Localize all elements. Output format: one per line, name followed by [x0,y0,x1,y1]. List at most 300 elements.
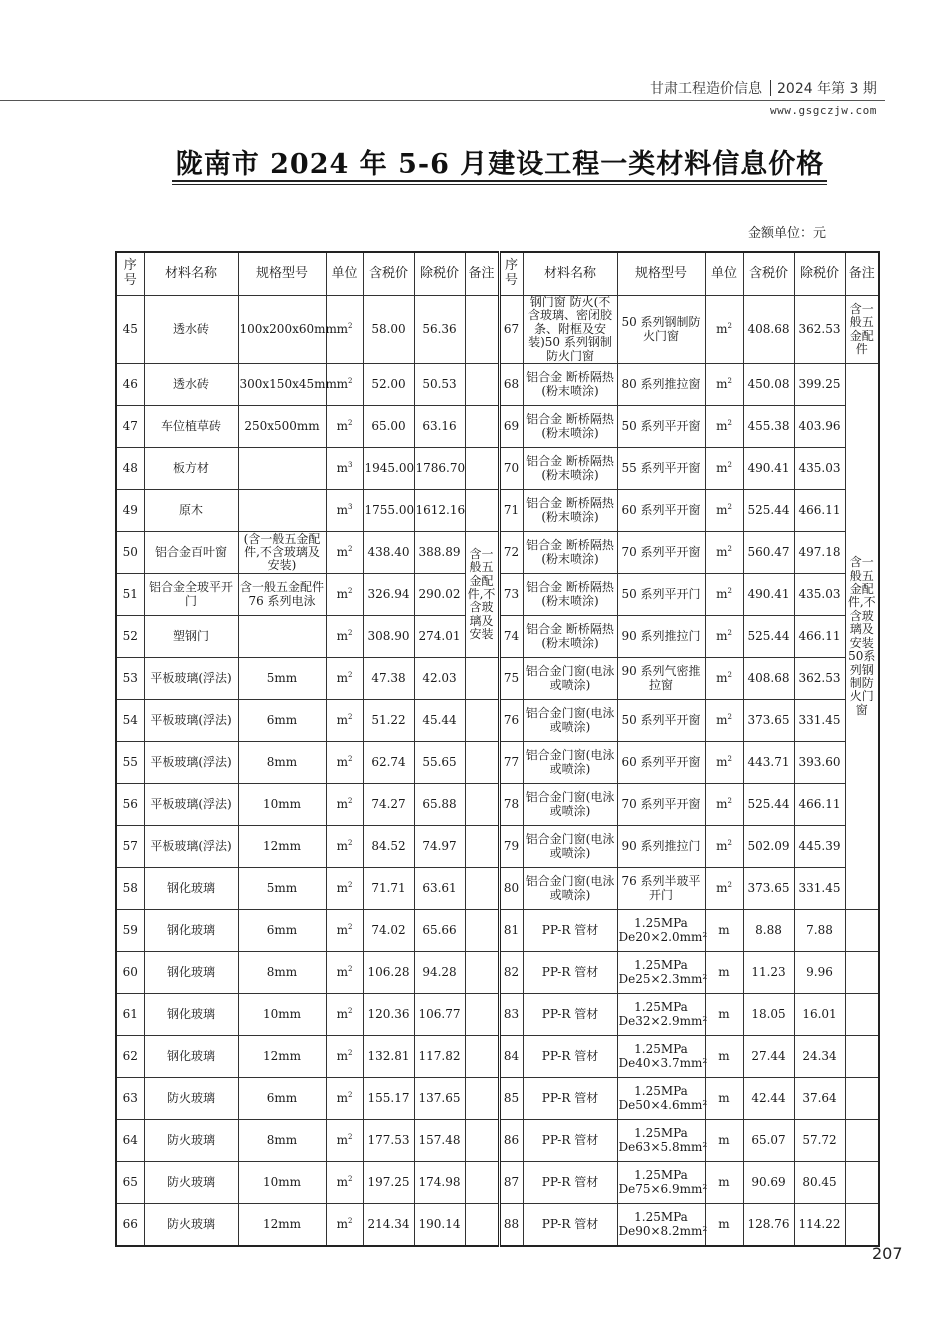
col-header-tax-price: 含税价 [363,252,414,296]
unit-exponent: 2 [727,796,732,805]
row-no: 84 [499,1036,523,1078]
unit-exponent: 2 [727,544,732,553]
unit-text: m [716,502,728,517]
spec-text: 1.25MPa [634,1210,688,1225]
remark [465,868,499,910]
material-name: 钢化玻璃 [144,868,238,910]
notax-price: 466.11 [794,616,845,658]
unit [326,574,363,616]
unit-exponent: 2 [347,964,353,973]
spec [617,658,705,700]
row-no: 53 [116,658,144,700]
spec [617,574,705,616]
spec: (含一般五金配件,不含玻璃及安装) [238,532,326,574]
remark [465,910,499,952]
notax-price: 466.11 [794,784,845,826]
unit-text: m [336,628,348,643]
spec [617,364,705,406]
table-row [116,296,879,364]
unit-exponent: 2 [347,628,353,637]
material-name: PP-R 管材 [523,1204,617,1247]
unit-exponent: 2 [727,712,732,721]
material-name: 钢门窗 防火(不含玻璃、密闭胶条、附框及安装)50 系列钢制防火门窗 [523,296,617,364]
notax-price: 65.88 [414,784,465,826]
spec-dimension: De40×3.7mm² [618,1055,708,1070]
spec [617,532,705,574]
tax-price: 120.36 [363,994,414,1036]
material-name: 铝合金 断桥隔热(粉末喷涂) [523,364,617,406]
unit-text: m [718,1174,730,1189]
unit-exponent: 2 [727,880,732,889]
unit [326,1162,363,1204]
unit-text: m [716,586,728,601]
material-name: 铝合金 断桥隔热(粉末喷涂) [523,490,617,532]
material-name: 车位植草砖 [144,406,238,448]
material-name: 平板玻璃(浮法) [144,658,238,700]
notax-price: 174.98 [414,1162,465,1204]
col-header-no: 序号 [116,252,144,296]
unit [326,532,363,574]
spec: 含一般五金配件 76 系列电泳 [238,574,326,616]
spec [617,994,708,1036]
spec-text: 1.25MPa [634,1000,688,1015]
table-row [116,1036,879,1078]
unit [326,1204,363,1247]
col-header-notax-price: 除税价 [414,252,465,296]
row-no: 86 [499,1120,523,1162]
unit [705,1204,743,1247]
spec-text: 60 系列平开窗 [621,502,701,517]
col-header-remark: 备注 [465,252,499,296]
remark [845,1162,879,1204]
remark [465,1078,499,1120]
unit-text: m [716,628,728,643]
material-name: 防火玻璃 [144,1078,238,1120]
tax-price: 47.38 [363,658,414,700]
row-no: 87 [499,1162,523,1204]
spec-text: 50 系列平开门 [621,586,701,601]
spec-dimension: De20×2.0mm² [618,929,708,944]
notax-price: 1612.16 [414,490,465,532]
unit-text: m [716,754,728,769]
remark [845,1078,879,1120]
row-no: 74 [499,616,523,658]
unit-text: m [716,880,728,895]
row-no: 65 [116,1162,144,1204]
unit [326,1078,363,1120]
unit-text: m [718,1132,730,1147]
tax-price: 51.22 [363,700,414,742]
title-underline [172,180,827,182]
table-row [116,826,879,868]
col-header-no-right: 序号 [499,252,523,296]
material-name: 铝合金门窗(电泳或喷涂) [523,868,617,910]
table-row [116,658,879,700]
tax-price: 450.08 [743,364,794,406]
material-name: PP-R 管材 [523,910,617,952]
material-name: PP-R 管材 [523,952,617,994]
remark [465,448,499,490]
notax-price: 9.96 [794,952,845,994]
material-name: 铝合金 断桥隔热(粉末喷涂) [523,574,617,616]
unit [705,868,743,910]
row-no: 76 [499,700,523,742]
tax-price: 490.41 [743,574,794,616]
spec [617,616,705,658]
unit [705,826,743,868]
tax-price: 1755.00 [363,490,414,532]
notax-price: 37.64 [794,1078,845,1120]
table-row [116,1120,879,1162]
spec-text: 1.25MPa [634,1168,688,1183]
spec-text: 1.25MPa [634,916,688,931]
row-no: 49 [116,490,144,532]
unit-text: m [336,838,348,853]
unit-text: m [336,754,348,769]
notax-price: 331.45 [794,868,845,910]
material-name: 铝合金 断桥隔热(粉末喷涂) [523,448,617,490]
unit [326,910,363,952]
unit [326,742,363,784]
unit-text: m [718,922,730,937]
row-no: 83 [499,994,523,1036]
material-name: 平板玻璃(浮法) [144,700,238,742]
spec: 12mm [238,826,326,868]
remark: 含一般五金配件 [845,296,879,364]
unit [326,616,363,658]
unit-text: m [718,1048,730,1063]
unit [705,994,743,1036]
table-row [116,784,879,826]
spec: 12mm [238,1036,326,1078]
unit-exponent: 2 [347,754,353,763]
remark-merged: 含一般五金配件,不含玻璃及安装 [465,532,499,658]
tax-price: 214.34 [363,1204,414,1247]
journal-issue: 2024 年第 3 期 [777,81,877,97]
unit [705,490,743,532]
material-name: 铝合金门窗(电泳或喷涂) [523,742,617,784]
remark [465,700,499,742]
row-no: 81 [499,910,523,952]
unit-exponent: 2 [727,460,732,469]
notax-price: 57.72 [794,1120,845,1162]
table-row [116,1204,879,1247]
unit-exponent: 2 [727,838,732,847]
journal-url: www.gsgczjw.com [770,104,877,117]
material-name: 钢化玻璃 [144,994,238,1036]
material-name: 防火玻璃 [144,1120,238,1162]
table-row [116,952,879,994]
unit-exponent: 2 [347,1132,353,1141]
tax-price: 65.07 [743,1120,794,1162]
notax-price: 362.53 [794,296,845,364]
spec [617,1078,708,1120]
spec-text: 1.25MPa [634,1084,688,1099]
unit-exponent: 2 [347,670,353,679]
row-no: 70 [499,448,523,490]
tax-price: 326.94 [363,574,414,616]
spec [617,1036,708,1078]
tax-price: 455.38 [743,406,794,448]
tax-price: 74.02 [363,910,414,952]
col-header-notax-price-right: 除税价 [794,252,845,296]
unit-text: m [716,670,728,685]
material-name: 透水砖 [144,364,238,406]
notax-price: 435.03 [794,448,845,490]
unit-exponent: 2 [347,880,353,889]
header-divider [770,80,771,96]
row-no: 75 [499,658,523,700]
currency-unit-note: 金额单位：元 [748,226,827,241]
material-name: PP-R 管材 [523,1162,617,1204]
page-number: 207 [872,1244,903,1263]
table-row [116,700,879,742]
spec [617,1120,708,1162]
remark [465,826,499,868]
tax-price: 408.68 [743,658,794,700]
spec [617,1204,708,1247]
row-no: 66 [116,1204,144,1247]
material-name: 铝合金百叶窗 [144,532,238,574]
col-header-tax-price-right: 含税价 [743,252,794,296]
notax-price: 65.66 [414,910,465,952]
notax-price: 117.82 [414,1036,465,1078]
row-no: 69 [499,406,523,448]
tax-price: 443.71 [743,742,794,784]
unit-exponent: 2 [347,1006,353,1015]
notax-price: 435.03 [794,574,845,616]
unit-text: m [336,502,348,517]
spec [617,742,705,784]
material-name: 铝合金 断桥隔热(粉末喷涂) [523,406,617,448]
spec [617,826,705,868]
remark [465,1162,499,1204]
row-no: 46 [116,364,144,406]
tax-price: 132.81 [363,1036,414,1078]
unit-exponent: 2 [727,586,732,595]
unit-text: m [336,1048,348,1063]
unit [705,658,743,700]
unit-exponent: 2 [347,1048,353,1057]
tax-price: 1945.00 [363,448,414,490]
unit [705,448,743,490]
unit-text: m [716,796,728,811]
spec: 100x200x60mm [238,296,326,364]
spec [617,952,708,994]
spec-text: 55 系列平开窗 [621,460,701,475]
notax-price: 497.18 [794,532,845,574]
tax-price: 65.00 [363,406,414,448]
unit [705,1162,743,1204]
tax-price: 502.09 [743,826,794,868]
spec-text: 1.25MPa [634,1042,688,1057]
unit [705,910,743,952]
material-name: 平板玻璃(浮法) [144,742,238,784]
row-no: 56 [116,784,144,826]
row-no: 80 [499,868,523,910]
notax-price: 137.65 [414,1078,465,1120]
material-name: 钢化玻璃 [144,952,238,994]
notax-price: 63.16 [414,406,465,448]
tax-price: 42.44 [743,1078,794,1120]
tax-price: 62.74 [363,742,414,784]
tax-price: 408.68 [743,296,794,364]
row-no: 79 [499,826,523,868]
remark [465,994,499,1036]
unit-exponent: 2 [727,754,732,763]
unit-text: m [336,321,348,336]
material-name: 铝合金全玻平开门 [144,574,238,616]
tax-price: 84.52 [363,826,414,868]
row-no: 63 [116,1078,144,1120]
spec-text: 70 系列平开窗 [621,544,701,559]
notax-price: 24.34 [794,1036,845,1078]
row-no: 68 [499,364,523,406]
spec-text: 60 系列平开窗 [621,754,701,769]
spec: 8mm [238,1120,326,1162]
tax-price: 27.44 [743,1036,794,1078]
tax-price: 197.25 [363,1162,414,1204]
tax-price: 11.23 [743,952,794,994]
spec: 10mm [238,784,326,826]
row-no: 51 [116,574,144,616]
notax-price: 393.60 [794,742,845,784]
tax-price: 525.44 [743,490,794,532]
tax-price: 58.00 [363,296,414,364]
spec-dimension: De50×4.6mm² [618,1097,708,1112]
unit [705,1078,743,1120]
table-row [116,868,879,910]
unit [326,1120,363,1162]
unit-text: m [718,964,730,979]
remark [845,910,879,952]
notax-price: 7.88 [794,910,845,952]
spec [617,490,705,532]
notax-price: 331.45 [794,700,845,742]
spec-text: 70 系列平开窗 [621,796,701,811]
unit [705,1036,743,1078]
unit [705,364,743,406]
col-header-spec: 规格型号 [238,252,326,296]
spec [617,868,705,910]
remark [465,406,499,448]
spec: 5mm [238,868,326,910]
unit-text: m [336,880,348,895]
tax-price: 106.28 [363,952,414,994]
row-no: 64 [116,1120,144,1162]
spec-text: 50 系列平开窗 [621,418,701,433]
notax-price: 157.48 [414,1120,465,1162]
unit-text: m [716,712,728,727]
notax-price: 290.02 [414,574,465,616]
spec-text: 76 系列半玻平开门 [621,874,701,902]
unit [705,532,743,574]
table-row [116,490,879,532]
material-name: PP-R 管材 [523,994,617,1036]
unit-exponent: 2 [727,502,732,511]
spec: 10mm [238,1162,326,1204]
unit [326,448,363,490]
row-no: 78 [499,784,523,826]
spec: 10mm [238,994,326,1036]
tax-price: 525.44 [743,616,794,658]
unit-text: m [718,1006,730,1021]
unit-exponent: 2 [347,796,353,805]
unit-exponent: 2 [347,418,353,427]
table-row [116,1078,879,1120]
tax-price: 490.41 [743,448,794,490]
row-no: 88 [499,1204,523,1247]
unit-text: m [336,460,348,475]
row-no: 61 [116,994,144,1036]
tax-price: 560.47 [743,532,794,574]
spec: 6mm [238,910,326,952]
material-name: PP-R 管材 [523,1036,617,1078]
material-name: 平板玻璃(浮法) [144,826,238,868]
unit [705,742,743,784]
unit-text: m [336,544,348,559]
unit-exponent: 2 [347,1216,353,1225]
row-no: 58 [116,868,144,910]
tax-price: 71.71 [363,868,414,910]
remark [845,1120,879,1162]
material-name: 钢化玻璃 [144,910,238,952]
notax-price: 16.01 [794,994,845,1036]
table-row [116,364,879,406]
row-no: 47 [116,406,144,448]
notax-price: 114.22 [794,1204,845,1247]
unit-exponent: 2 [347,586,353,595]
journal-header [650,78,877,98]
tax-price: 18.05 [743,994,794,1036]
spec [617,448,705,490]
unit-exponent: 2 [347,1090,353,1099]
unit [326,826,363,868]
tax-price: 90.69 [743,1162,794,1204]
unit-exponent: 2 [347,321,353,330]
unit-text: m [716,460,728,475]
spec-text: 50 系列钢制防火门窗 [621,315,701,343]
unit [326,784,363,826]
notax-price: 388.89 [414,532,465,574]
material-name: 铝合金门窗(电泳或喷涂) [523,700,617,742]
row-no: 52 [116,616,144,658]
price-table-body [116,296,879,1247]
notax-price: 445.39 [794,826,845,868]
notax-price: 74.97 [414,826,465,868]
spec-dimension: De25×2.3mm² [618,971,708,986]
unit-text: m [336,1132,348,1147]
spec: 12mm [238,1204,326,1247]
remark [465,784,499,826]
tax-price: 52.00 [363,364,414,406]
notax-price: 50.53 [414,364,465,406]
page-title: 陇南市 2024 年 5-6 月建设工程一类材料信息价格 [175,149,825,180]
row-no: 77 [499,742,523,784]
remark [845,1036,879,1078]
notax-price: 466.11 [794,490,845,532]
row-no: 48 [116,448,144,490]
unit-exponent: 2 [727,628,732,637]
table-row [116,448,879,490]
unit [705,1120,743,1162]
unit-text: m [336,1216,348,1231]
material-name: 平板玻璃(浮法) [144,784,238,826]
spec-text: 90 系列气密推拉窗 [621,664,701,692]
unit [326,1036,363,1078]
notax-price: 42.03 [414,658,465,700]
unit-text: m [716,418,728,433]
